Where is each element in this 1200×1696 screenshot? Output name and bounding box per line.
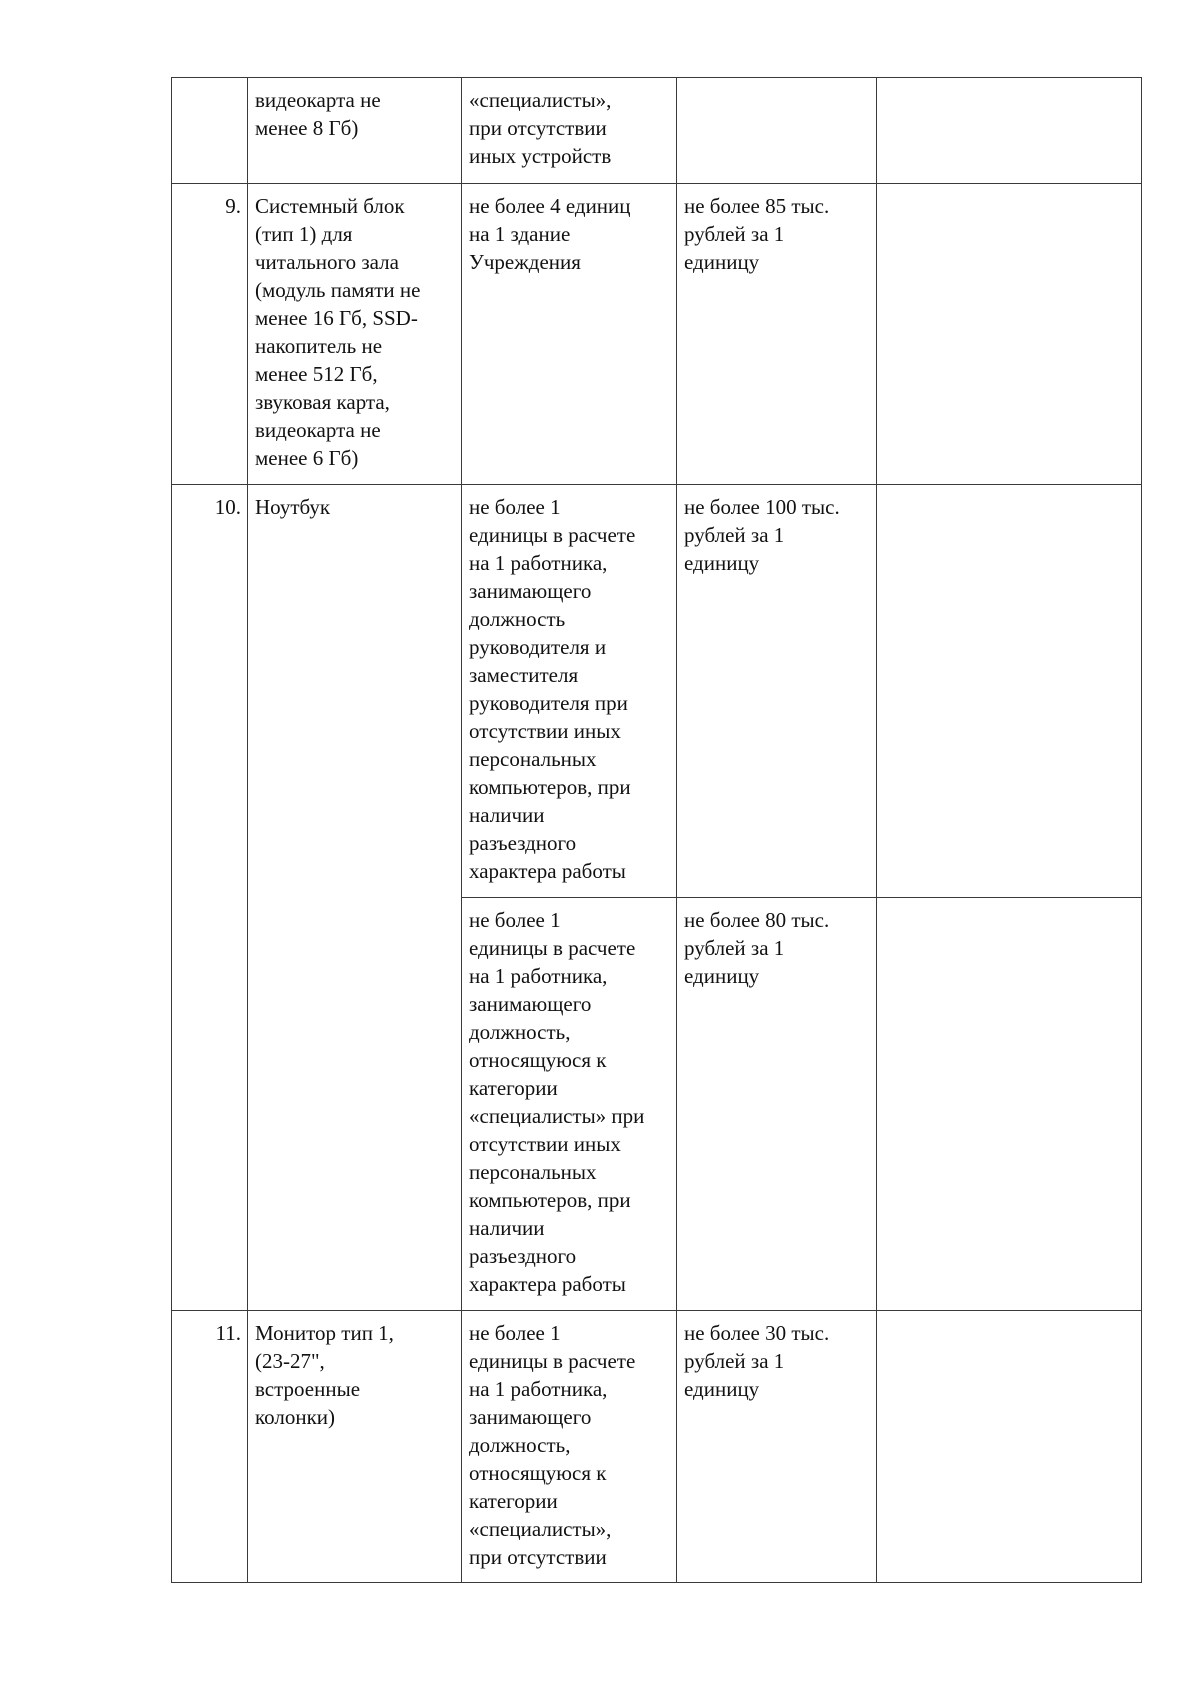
price-norm-cell: не более 80 тыс. рублей за 1 единицу — [677, 898, 877, 1311]
note-cell — [877, 1311, 1142, 1583]
table-row — [172, 184, 1142, 485]
price-norm-cell: не более 30 тыс. рублей за 1 единицу — [677, 1311, 877, 1583]
note-cell — [877, 485, 1142, 898]
row-number-cell: 9. — [172, 184, 248, 485]
quantity-norm-cell: не более 4 единиц на 1 здание Учреждения — [462, 184, 677, 485]
row-number-cell — [172, 78, 248, 184]
row-number-cell: 10. — [172, 485, 248, 1311]
note-cell — [877, 78, 1142, 184]
quantity-norm-cell: не более 1 единицы в расчете на 1 работника, занимающего должность, относящуюся к категории «специалисты» при отсутствии иных персональных компьютеров, при наличии разъездного характера работы — [462, 898, 677, 1311]
note-cell — [877, 184, 1142, 485]
price-norm-cell — [677, 78, 877, 184]
price-norm-cell: не более 85 тыс. рублей за 1 единицу — [677, 184, 877, 485]
norms-table — [171, 77, 1142, 1583]
table-row — [172, 485, 1142, 898]
row-number-cell: 11. — [172, 1311, 248, 1583]
price-norm-cell: не более 100 тыс. рублей за 1 единицу — [677, 485, 877, 898]
quantity-norm-cell: не более 1 единицы в расчете на 1 работника, занимающего должность, относящуюся к категории «специалисты», при отсутствии — [462, 1311, 677, 1583]
item-name-cell: Системный блок (тип 1) для читального зала (модуль памяти не менее 16 Гб, SSD- накопитель не менее 512 Гб, звуковая карта, видеокарта не менее 6 Гб) — [248, 184, 462, 485]
quantity-norm-cell: «специалисты», при отсутствии иных устройств — [462, 78, 677, 184]
table-row — [172, 78, 1142, 184]
item-name-cell: видеокарта не менее 8 Гб) — [248, 78, 462, 184]
table-row — [172, 1311, 1142, 1583]
item-name-cell: Монитор тип 1, (23-27", встроенные колонки) — [248, 1311, 462, 1583]
quantity-norm-cell: не более 1 единицы в расчете на 1 работника, занимающего должность руководителя и заместителя руководителя при отсутствии иных персональных компьютеров, при наличии разъездного характера работы — [462, 485, 677, 898]
note-cell — [877, 898, 1142, 1311]
item-name-cell: Ноутбук — [248, 485, 462, 1311]
